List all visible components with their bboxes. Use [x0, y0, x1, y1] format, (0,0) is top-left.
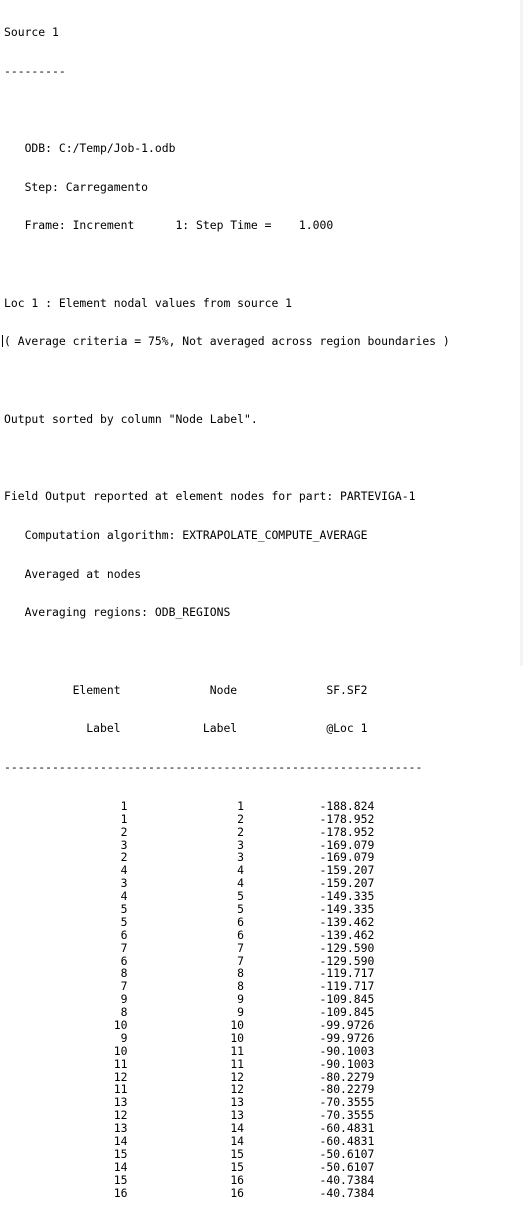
node-label-cell: 11	[127, 1043, 245, 1058]
table-header-line-1: Element Node SF.SF2	[4, 682, 368, 697]
element-label-cell: 13	[4, 1121, 128, 1136]
sf-sf2-value-cell: -119.717	[244, 966, 375, 981]
node-label-cell: 16	[127, 1172, 245, 1187]
element-label-cell: 12	[4, 1108, 128, 1123]
blank-line	[0, 258, 523, 271]
sf-sf2-value-cell: -60.4831	[244, 1121, 375, 1136]
element-label-cell: 11	[4, 1056, 128, 1071]
element-label-cell: 5	[4, 902, 128, 916]
computation-line: Computation algorithm: EXTRAPOLATE_COMPUTE_AVERAGE	[4, 527, 368, 542]
element-label-cell: 9	[4, 1030, 128, 1045]
element-label-cell: 2	[4, 850, 128, 865]
element-label-cell: 4	[4, 863, 128, 878]
sf-sf2-value-cell: -109.845	[244, 992, 375, 1007]
sf-sf2-value-cell: -99.9726	[244, 1018, 375, 1033]
node-label-cell: 7	[127, 940, 245, 955]
element-label-cell: 14	[4, 1134, 128, 1149]
element-label-cell: 13	[4, 1095, 128, 1110]
sf-sf2-value-cell: -40.7384	[244, 1172, 375, 1187]
node-label-cell: 14	[127, 1121, 245, 1136]
node-label-cell: 12	[127, 1082, 245, 1097]
source-title: Source 1	[4, 24, 59, 39]
sf-sf2-value-cell: -149.335	[244, 889, 375, 904]
location-title: Loc 1 : Element nodal values from source 1	[4, 295, 293, 310]
step-line: Step: Carregamento	[4, 179, 149, 194]
blank-line	[0, 103, 523, 116]
element-label-cell: 6	[4, 953, 128, 968]
node-label-cell: 9	[127, 992, 245, 1007]
blank-line	[0, 645, 523, 658]
node-label-cell: 15	[127, 1146, 245, 1161]
sf-sf2-value-cell: -159.207	[244, 863, 375, 878]
sf-sf2-value-cell: -50.6107	[244, 1159, 375, 1174]
element-label-cell: 1	[4, 798, 128, 813]
sf-sf2-value-cell: -169.079	[244, 837, 375, 852]
sf-sf2-value-cell: -178.952	[244, 824, 375, 839]
sf-sf2-value-cell: -70.3555	[244, 1108, 375, 1123]
sf-sf2-value-cell: -90.1003	[244, 1056, 375, 1071]
sf-sf2-value-cell: -139.462	[244, 914, 375, 929]
sort-note: Output sorted by column "Node Label".	[4, 411, 258, 426]
odb-line: ODB: C:/Temp/Job-1.odb	[4, 140, 176, 155]
node-label-cell: 6	[127, 914, 245, 929]
node-label-cell: 6	[127, 927, 245, 942]
node-label-cell: 5	[127, 889, 245, 904]
sf-sf2-value-cell: -60.4831	[244, 1134, 375, 1149]
sf-sf2-value-cell: -40.7384	[244, 1185, 375, 1200]
sf-sf2-value-cell: -149.335	[244, 902, 375, 916]
criteria-text: ( Average criteria = 75%, Not averaged across region boundaries )	[4, 334, 450, 349]
sf-sf2-value-cell: -70.3555	[244, 1095, 375, 1110]
table-row	[0, 1187, 523, 1200]
node-label-cell: 3	[127, 850, 245, 865]
element-label-cell: 15	[4, 1172, 128, 1187]
sf-sf2-value-cell: -178.952	[244, 811, 375, 826]
node-label-cell: 15	[127, 1159, 245, 1174]
element-label-cell: 3	[4, 876, 128, 891]
sf-sf2-value-cell: -129.590	[244, 940, 375, 955]
node-label-cell: 16	[127, 1185, 245, 1200]
element-label-cell: 15	[4, 1146, 128, 1161]
node-label-cell: 2	[127, 824, 245, 839]
sf-sf2-value-cell: -119.717	[244, 979, 375, 994]
element-label-cell: 11	[4, 1082, 128, 1097]
table-divider: -------------------------------------------------------------	[4, 760, 423, 775]
node-label-cell: 11	[127, 1056, 245, 1071]
field-output-line: Field Output reported at element nodes for part: PARTEVIGA-1	[4, 489, 416, 504]
sf-sf2-value-cell: -169.079	[244, 850, 375, 865]
node-label-cell: 2	[127, 811, 245, 826]
sf-sf2-value-cell: -50.6107	[244, 1146, 375, 1161]
sf-sf2-value-cell: -188.824	[244, 798, 375, 813]
element-label-cell: 8	[4, 1005, 128, 1020]
element-label-cell: 8	[4, 966, 128, 981]
blank-line	[0, 374, 523, 387]
node-label-cell: 12	[127, 1069, 245, 1084]
text-cursor	[2, 335, 3, 347]
node-label-cell: 1	[127, 798, 245, 813]
node-label-cell: 8	[127, 966, 245, 981]
sf-sf2-value-cell: -159.207	[244, 876, 375, 891]
node-label-cell: 4	[127, 863, 245, 878]
table-header-line-2: Label Label @Loc 1	[4, 721, 368, 736]
element-label-cell: 7	[4, 979, 128, 994]
table-body	[0, 800, 523, 1200]
node-label-cell: 4	[127, 876, 245, 891]
blank-line	[0, 452, 523, 465]
frame-line: Frame: Increment 1: Step Time = 1.000	[4, 218, 334, 233]
sf-sf2-value-cell: -80.2279	[244, 1082, 375, 1097]
element-label-cell: 14	[4, 1159, 128, 1174]
sf-sf2-value-cell: -80.2279	[244, 1069, 375, 1084]
element-label-cell: 3	[4, 837, 128, 852]
averaged-line: Averaged at nodes	[4, 566, 142, 581]
node-label-cell: 10	[127, 1018, 245, 1033]
element-label-cell: 10	[4, 1043, 128, 1058]
sf-sf2-value-cell: -99.9726	[244, 1030, 375, 1045]
criteria-line	[0, 335, 523, 348]
element-label-cell: 2	[4, 824, 128, 839]
node-label-cell: 7	[127, 953, 245, 968]
node-label-cell: 9	[127, 1005, 245, 1020]
sf-sf2-value-cell: -129.590	[244, 953, 375, 968]
sf-sf2-value-cell: -109.845	[244, 1005, 375, 1020]
element-label-cell: 12	[4, 1069, 128, 1084]
node-label-cell: 8	[127, 979, 245, 994]
node-label-cell: 3	[127, 837, 245, 852]
element-label-cell: 5	[4, 914, 128, 929]
element-label-cell: 1	[4, 811, 128, 826]
node-label-cell: 14	[127, 1134, 245, 1149]
node-label-cell: 13	[127, 1108, 245, 1123]
element-label-cell: 6	[4, 927, 128, 942]
node-label-cell: 5	[127, 902, 245, 916]
averaging-regions-line: Averaging regions: ODB_REGIONS	[4, 605, 231, 620]
sf-sf2-value-cell: -139.462	[244, 927, 375, 942]
element-label-cell: 9	[4, 992, 128, 1007]
source-rule: ---------	[4, 63, 66, 78]
element-label-cell: 10	[4, 1018, 128, 1033]
node-label-cell: 10	[127, 1030, 245, 1045]
node-label-cell: 13	[127, 1095, 245, 1110]
sf-sf2-value-cell: -90.1003	[244, 1043, 375, 1058]
element-label-cell: 7	[4, 940, 128, 955]
element-label-cell: 4	[4, 889, 128, 904]
element-label-cell: 16	[4, 1185, 128, 1200]
